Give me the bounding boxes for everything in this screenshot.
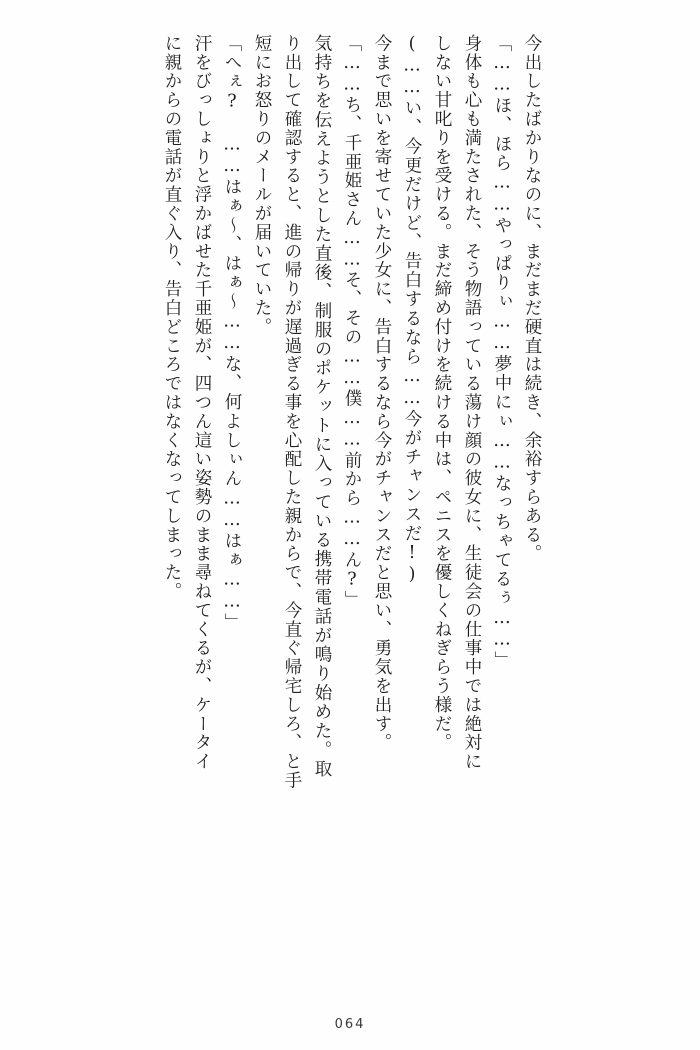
text-column: しない甘叱りを受ける。まだ締め付けを続ける中は、ペニスを優しくねぎらう様だ。: [432, 34, 452, 753]
text-column: 「へぇ? ……はぁ〜、はぁ〜……な、何よしぃん……はぁ……」: [222, 34, 242, 632]
vertical-text-block: [150, 34, 674, 984]
text-column: 身体も心も満たされた、そう物語っている蕩け顔の彼女に、生徒会の仕事中では絶対に: [462, 34, 482, 772]
text-column: 汗をびっしょりと浮かばせた千亜姫が、四つん這い姿勢のまま尋ねてくるが、ケータイ: [192, 34, 212, 772]
text-column: 今まで思いを寄せていた少女に、告白するなら今がチャンスだと思い、勇気を出す。: [372, 34, 392, 753]
text-column: 気持ちを伝えようとした直後、制服のポケットに入っている携帯電話が鳴り始めた。取: [312, 34, 332, 779]
text-column: 「……ち、千亜姫さん……そ、その……僕……前から……ん?」: [342, 34, 362, 610]
text-column: (……い、今更だけど、告白するなら……今がチャンスだ!): [402, 34, 422, 587]
text-column: 短にお怒りのメールが届いていた。: [252, 34, 272, 337]
text-column: り出して確認すると、進の帰りが遅過ぎる事を心配した親からで、今直ぐ帰宅しろ、と手: [282, 34, 302, 790]
text-column: 今出したばかりなのに、まだまだ硬直は続き、余裕すらある。: [522, 34, 542, 564]
text-column: に親からの電話が直ぐ入り、告白どころではなくなってしまった。: [162, 34, 182, 601]
page-number: 064: [334, 1017, 366, 1032]
text-column: 「……ほ、ほら……やっぱりぃ……夢中にぃ……なっちゃてるぅ……」: [492, 34, 512, 671]
